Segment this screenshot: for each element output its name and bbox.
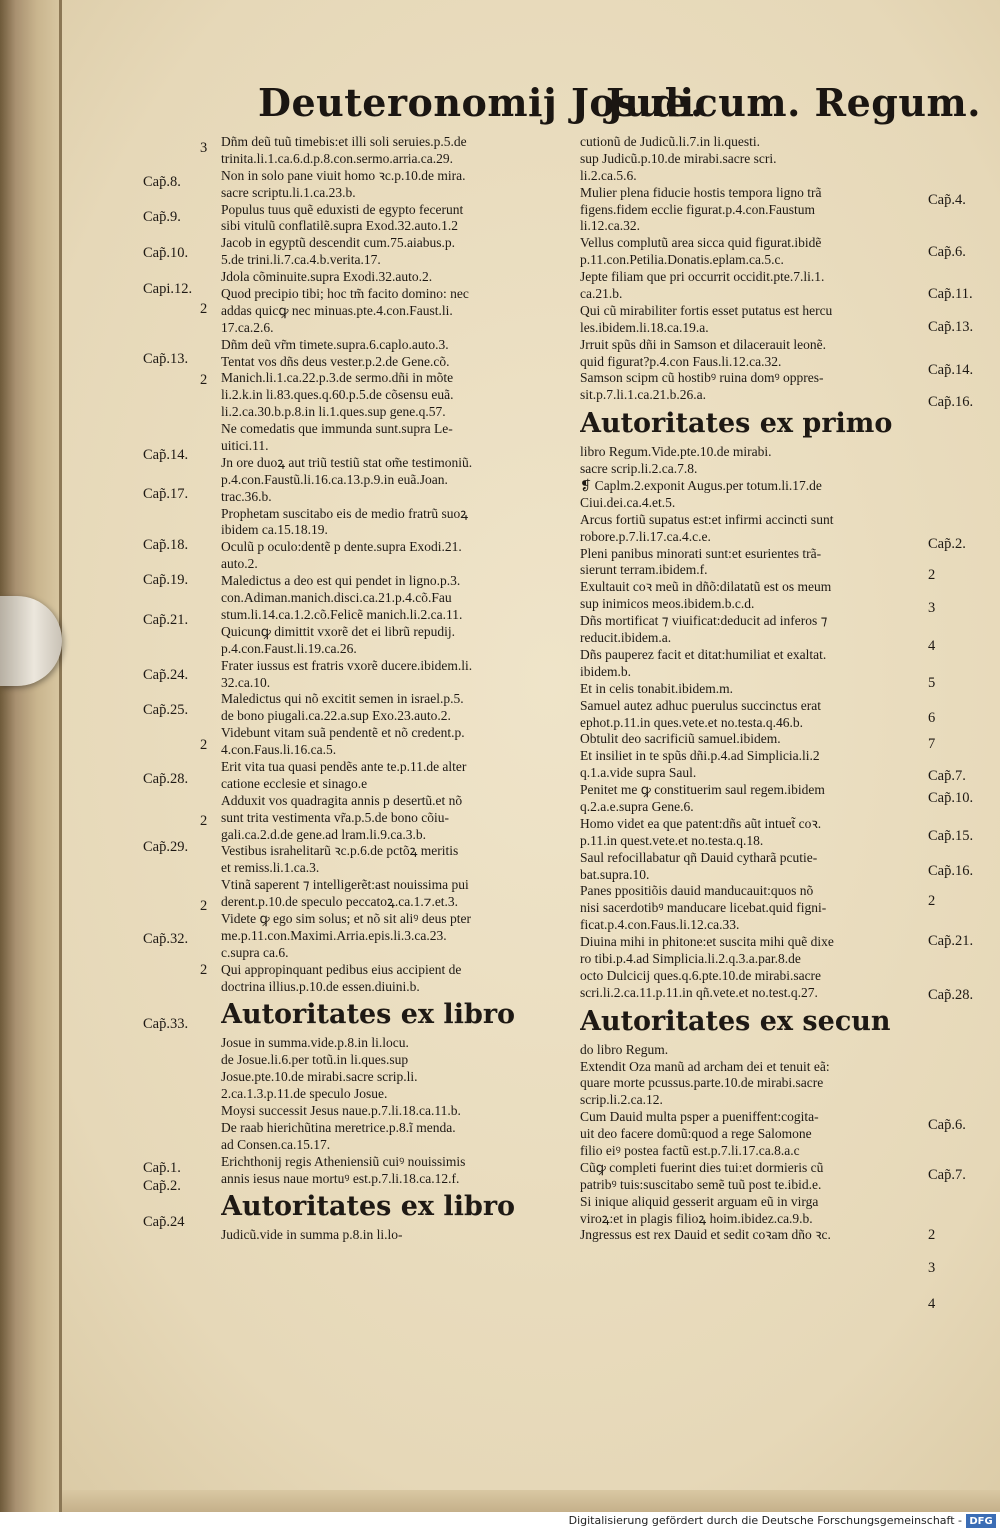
text-line: figens.fidem ecclie figurat.p.4.con.Faustum [580,201,816,217]
text-line: Jepte filiam que pri occurrit occidit.pte.7.li.1. [580,269,825,285]
section-heading: Autoritates ex libro [221,999,516,1031]
text-line: libro Regum.Vide.pte.10.de mirabi. [580,444,772,460]
chapter-label: Cap̃.1. [143,1160,181,1176]
text-line: auto.2. [221,556,258,572]
chapter-label: Cap̃.32. [143,931,189,947]
text-line: filio eiꝰ postea factũ est.p.7.li.17.ca.8.a.c [580,1142,800,1158]
text-line: Moysi successit Jesus naue.p.7.li.18.ca.11.b. [221,1102,461,1118]
text-line: Dñs pauperez facit et ditat:humiliat et exaltat. [580,646,827,662]
text-line: Judicũ.vide in summa p.8.in li.lo- [221,1227,403,1243]
text-line: scri.li.2.ca.11.p.11.in qñ.vete.et no.test.q.27. [580,984,818,1000]
verse-number: 2 [200,898,208,914]
text-line: les.ibidem.li.18.ca.19.a. [580,319,709,335]
text-line: quare morte pcussus.parte.10.de mirabi.sacre [580,1075,824,1091]
text-line: addas quicꝙ nec minuas.pte.4.con.Faust.li. [221,302,453,318]
text-line: Saul refocillabatur qñ Dauid cytharã pcutie- [580,849,818,865]
text-line: de bono piugali.ca.22.a.sup Exo.23.auto.2. [221,708,451,724]
chapter-label: Cap̃.25. [143,702,189,718]
chapter-label: Cap̃.11. [928,286,973,302]
text-line: li.2.k.in li.83.ques.q.60.p.5.de cõsensu euã. [221,387,454,403]
text-line: Frater iussus est fratris vxorẽ ducere.ibidem.li. [221,657,473,673]
text-line: q.1.a.vide supra Saul. [580,765,697,781]
text-line: Pleni panibus minorati sunt:et esurientes trã- [580,545,822,561]
verse-number: 2 [200,372,208,388]
text-line: patribꝰ tuis:suscitabo semẽ tuũ post te.ibid.e. [580,1176,822,1192]
text-line: Prophetam suscitabo eis de medio fratrũ suoꝝ [221,505,468,521]
text-line: sit.p.7.li.1.ca.21.b.26.a. [580,387,706,403]
page-edge [0,0,62,1512]
chapter-label: Cap̃.21. [928,933,974,949]
text-line: Qui cũ mirabiliter fortis esset putatus est hercu [580,302,833,318]
chapter-label: Cap̃.16. [928,394,974,410]
text-line: ficat.p.4.con.Faus.li.12.ca.33. [580,917,740,933]
text-line: uitici.11. [221,438,269,454]
text-line: Quicunꝙ dimittit vxorẽ det ei librũ repudij. [221,623,455,639]
section-heading: Autoritates ex libro [221,1191,516,1223]
verse-number: 2 [928,1227,936,1243]
text-line: derent.p.10.de speculo peccatoꝝ.ca.1.⁊.et.3. [221,894,459,910]
text-line: ro tibi.p.4.ad Simplicia.li.2.q.3.a.par.8.de [580,950,801,966]
verse-number: 3 [928,1260,936,1276]
text-line: ca.21.b. [580,286,623,302]
text-line: Vestibus israhelitarũ ꝛc.p.6.de pctõꝝ meritis [221,843,459,859]
text-line: Jn ore duoꝝ aut triũ testiũ stat om̃e testimoniũ. [221,454,473,470]
text-line: et remiss.li.1.ca.3. [221,860,320,876]
text-line: De raab hierichũtina meretrice.p.8.ĩ menda. [221,1119,456,1135]
text-line: Josue.pte.10.de mirabi.sacre scrip.li. [221,1069,418,1085]
text-line: sacre scrip.li.2.ca.7.8. [580,461,698,477]
text-line: Manich.li.1.ca.22.p.3.de sermo.dñi in mõte [221,370,454,386]
text-line: Vtinã saperent ⁊ intelligerẽt:ast nouissima pui [221,877,469,893]
text-line: Erit vita tua quasi pendẽs ante te.p.11.de alter [221,758,467,774]
text-line: sup inimicos meos.ibidem.b.c.d. [580,596,755,612]
text-line: Oculũ p oculo:dentẽ p dente.supra Exodi.21. [221,539,462,555]
text-line: q.2.a.e.supra Gene.6. [580,798,694,814]
text-line: sacre scriptu.li.1.ca.23.b. [221,184,356,200]
verse-number: 5 [928,675,936,691]
text-line: Obtulit deo sacrificiũ samuel.ibidem. [580,731,781,747]
text-line: Jacob in egyptũ descendit cum.75.aiabus.p. [221,235,455,251]
text-line: annis iesus naue mortuꝰ est.p.7.li.18.ca.12.f. [221,1170,460,1186]
text-line: bat.supra.10. [580,866,650,882]
chapter-label: Cap̃.19. [143,572,189,588]
text-line: sunt trita vestimenta vr̃a.p.5.de bono cõiu- [221,809,449,825]
text-line: ❡ Caplm.2.exponit Augus.per totum.li.17.de [580,478,822,494]
text-line: p.4.con.Faust.li.19.ca.26. [221,640,357,656]
text-line: con.Adiman.manich.disci.ca.21.p.4.cõ.Fau [221,590,452,606]
text-line: Vellus complutũ area sicca quid figurat.ibidẽ [580,235,822,251]
text-line: p.11.in quest.vete.et no.testa.q.18. [580,832,764,848]
verse-number: 2 [928,893,936,909]
chapter-label: Cap̃.33. [143,1016,189,1032]
text-line: ephot.p.11.in ques.vete.et no.testa.q.46.b. [580,714,803,730]
text-line: Cum Dauid multa psper a pueniffent:cogita- [580,1109,819,1125]
text-line: 4.con.Faus.li.16.ca.5. [221,742,337,758]
chapter-label: Cap̃.24 [143,1214,185,1230]
text-line: scrip.li.2.ca.12. [580,1092,663,1108]
text-line: Quod precipio tibi; hoc tm̃ facito domino: nec [221,286,469,302]
section-heading: Autoritates ex primo [580,408,893,440]
text-line: Homo videt ea que patent:dñs aũt intuet̃ coꝛ. [580,815,822,831]
text-line: uit deo facere domũ:quod a rege Salomone [580,1126,812,1142]
chapter-label: Cap̃.24. [143,667,189,683]
text-line: Ne comedatis que immunda sunt.supra Le- [221,421,453,437]
text-line: Non in solo pane viuit homo ꝛc.p.10.de mira. [221,167,466,183]
text-line: Ciui.dei.ca.4.et.5. [580,494,676,510]
chapter-label: Cap̃.14. [143,447,189,463]
verse-number: 2 [200,301,208,317]
verse-number: 2 [200,813,208,829]
chapter-label: Cap̃.6. [928,1117,966,1133]
text-line: Samson scipm cũ hostibꝰ ruina domꝰ oppres- [580,370,824,386]
text-line: 32.ca.10. [221,674,271,690]
text-line: Adduxit vos quadragita annis p desertũ.et nõ [221,792,463,808]
text-line: me.p.11.con.Maximi.Arria.epis.li.3.ca.23. [221,927,447,943]
text-line: sierunt terram.ibidem.f. [580,562,708,578]
text-line: Samuel autez adhuc puerulus succinctus erat [580,697,822,713]
chapter-label: Cap̃.7. [928,768,966,784]
text-line: Josue in summa.vide.p.8.in li.locu. [221,1035,409,1051]
text-line: Populus tuus quẽ eduxisti de egypto fecerunt [221,201,464,217]
text-line: Videbunt vitam suã pendentẽ et nõ credent.p. [221,725,465,741]
text-line: Penitet me ꝙ constituerim saul regem.ibidem [580,782,825,798]
text-line: trinita.li.1.ca.6.d.p.8.con.sermo.arria.ca.29. [221,150,454,166]
text-line: reducit.ibidem.a. [580,630,672,646]
text-line: sup Judicũ.p.10.de mirabi.sacre scri. [580,150,777,166]
chapter-label: Cap̃.13. [928,319,974,335]
verse-number: 4 [928,1296,936,1312]
verse-number: 3 [200,140,208,156]
text-line: do libro Regum. [580,1041,669,1057]
chapter-label: Cap̃.15. [928,828,974,844]
text-line: Maledictus qui nõ excitit semen in israel.p.5. [221,691,464,707]
text-line: viroꝝ:et in plagis filioꝝ hoim.ibidez.ca.9.b. [580,1210,813,1226]
section-heading: Autoritates ex secun [580,1005,891,1037]
text-line: li.12.ca.32. [580,218,640,234]
text-line: trac.36.b. [221,488,272,504]
running-head-left: Deuteronomij Josue. [258,80,704,125]
text-line: 5.de trini.li.7.ca.4.b.verita.17. [221,252,381,268]
text-line: 2.ca.1.3.p.11.de speculo Josue. [221,1086,388,1102]
verse-number: 6 [928,710,936,726]
text-line: stum.li.14.ca.1.2.cõ.Felicẽ manich.li.2.ca.11. [221,606,463,622]
text-line: robore.p.7.li.17.ca.4.c.e. [580,528,711,544]
text-line: Panes ppositiõis dauid manducauit:quos nõ [580,883,814,899]
verse-number: 2 [200,962,208,978]
text-line: li.2.ca.30.b.p.8.in li.1.ques.sup gene.q.57. [221,404,446,420]
verse-number: 4 [928,638,936,654]
left-text-column [221,134,566,1244]
chapter-label: Cap̃.21. [143,612,189,628]
text-line: Dñm deũ vr̃m timete.supra.6.caplo.auto.3. [221,336,449,352]
chapter-label: Cap̃.4. [928,192,966,208]
chapter-label: Cap̃.9. [143,209,181,225]
text-line: li.2.ca.5.6. [580,167,637,183]
chapter-label: Cap̃.7. [928,1167,966,1183]
text-line: Arcus fortiũ supatus est:et infirmi accincti sunt [580,511,834,527]
verse-number: 2 [200,737,208,753]
text-line: Maledictus a deo est qui pendet in ligno.p.3. [221,573,461,589]
text-line: gali.ca.2.d.de gene.ad lram.li.9.ca.3.b. [221,826,427,842]
text-line: p.11.con.Petilia.Donatis.eplam.ca.5.c. [580,252,784,268]
text-line: Cũꝙ completi fuerint dies tui:et dormieris cũ [580,1159,824,1175]
text-line: ad Consen.ca.15.17. [221,1136,331,1152]
text-line: Extendit Oza manũ ad archam dei et tenuit eã: [580,1058,830,1074]
verse-number: 3 [928,600,936,616]
chapter-label: Cap̃.6. [928,244,966,260]
chapter-label: Cap̃.13. [143,351,189,367]
chapter-label: Cap̃.2. [143,1178,181,1194]
chapter-label: Cap̃.29. [143,839,189,855]
text-line: Exultauit coꝛ meũ in dñõ:dilatatũ est os meum [580,579,832,595]
page-bottom-edge [62,1490,1000,1512]
text-line: catione ecclesie et sinago.e [221,775,368,791]
text-line: Mulier plena fiducie hostis tempora ligno trã [580,184,822,200]
footer-credit: Digitalisierung gefördert durch die Deutsche Forschungsgemeinschaft - [568,1514,962,1527]
chapter-label: Cap̃.10. [143,245,189,261]
chapter-label: Capi.12. [143,281,193,297]
text-line: Qui appropinquant pedibus eius accipient de [221,961,462,977]
chapter-label: Cap̃.28. [928,987,974,1003]
text-line: ibidem.b. [580,663,631,679]
text-line: cutionũ de Judicũ.li.7.in li.questi. [580,134,760,149]
text-line: c.supra ca.6. [221,944,289,960]
chapter-label: Cap̃.17. [143,486,189,502]
text-line: Si inique aliquid gesserit arguam eũ in virga [580,1193,819,1209]
text-line: quid figurat?p.4.con Faus.li.12.ca.32. [580,353,782,369]
text-line: Et in celis tonabit.ibidem.m. [580,680,733,696]
text-line: Jrruit spũs dñi in Samson et dilacerauit leonẽ. [580,336,826,352]
chapter-label: Cap̃.10. [928,790,974,806]
text-line: Jdola cõminuite.supra Exodi.32.auto.2. [221,269,433,285]
text-line: Dñm deũ tuũ timebis:et illi soli seruies.p.5.de [221,134,467,149]
chapter-label: Cap̃.2. [928,536,966,552]
chapter-label: Cap̃.28. [143,771,189,787]
right-text-column [580,134,925,1244]
chapter-label: Cap̃.18. [143,537,189,553]
text-line: Erichthonij regis Atheniensiũ cuiꝰ nouissimis [221,1153,466,1169]
text-line: ibidem ca.15.18.19. [221,522,328,538]
text-line: nisi sacerdotibꝰ manducare licebat.quid figni- [580,900,827,916]
verse-number: 7 [928,736,936,752]
text-line: 17.ca.2.6. [221,319,274,335]
text-line: Videte ꝙ ego sim solus; et nõ sit aliꝰ deus pter [221,910,471,926]
text-line: Et insiliet in te spũs dñi.p.4.ad Simplicia.li.2 [580,748,820,764]
text-line: Dñs mortificat ⁊ viuificat:deducit ad inferos ⁊ [580,613,828,629]
text-line: Tentat vos dñs deus vester.p.2.de Gene.cõ. [221,353,450,369]
text-line: Jngressus est rex Dauid et sedit coꝛam dño ꝛc. [580,1227,831,1243]
text-line: octo Dulcicij ques.q.6.pte.10.de mirabi.sacre [580,967,822,983]
footer-bar [0,1512,1000,1531]
verse-number: 2 [928,567,936,583]
text-line: p.4.con.Faustũ.li.16.ca.13.p.9.in euã.Joan. [221,471,448,487]
chapter-label: Cap̃.8. [143,174,181,190]
text-line: Diuina mihi in phitone:et suscita mihi quẽ dixe [580,934,834,950]
chapter-label: Cap̃.16. [928,863,974,879]
running-head-right: Judicum. Regum. [606,80,981,125]
chapter-label: Cap̃.14. [928,362,974,378]
text-line: de Josue.li.6.per totũ.in li.ques.sup [221,1052,409,1068]
text-line: doctrina illius.p.10.de essen.diuini.b. [221,978,420,994]
dfg-logo: DFG [966,1514,996,1528]
text-line: sibi vitulũ conflatilẽ.supra Exod.32.auto.1.2 [221,218,458,234]
